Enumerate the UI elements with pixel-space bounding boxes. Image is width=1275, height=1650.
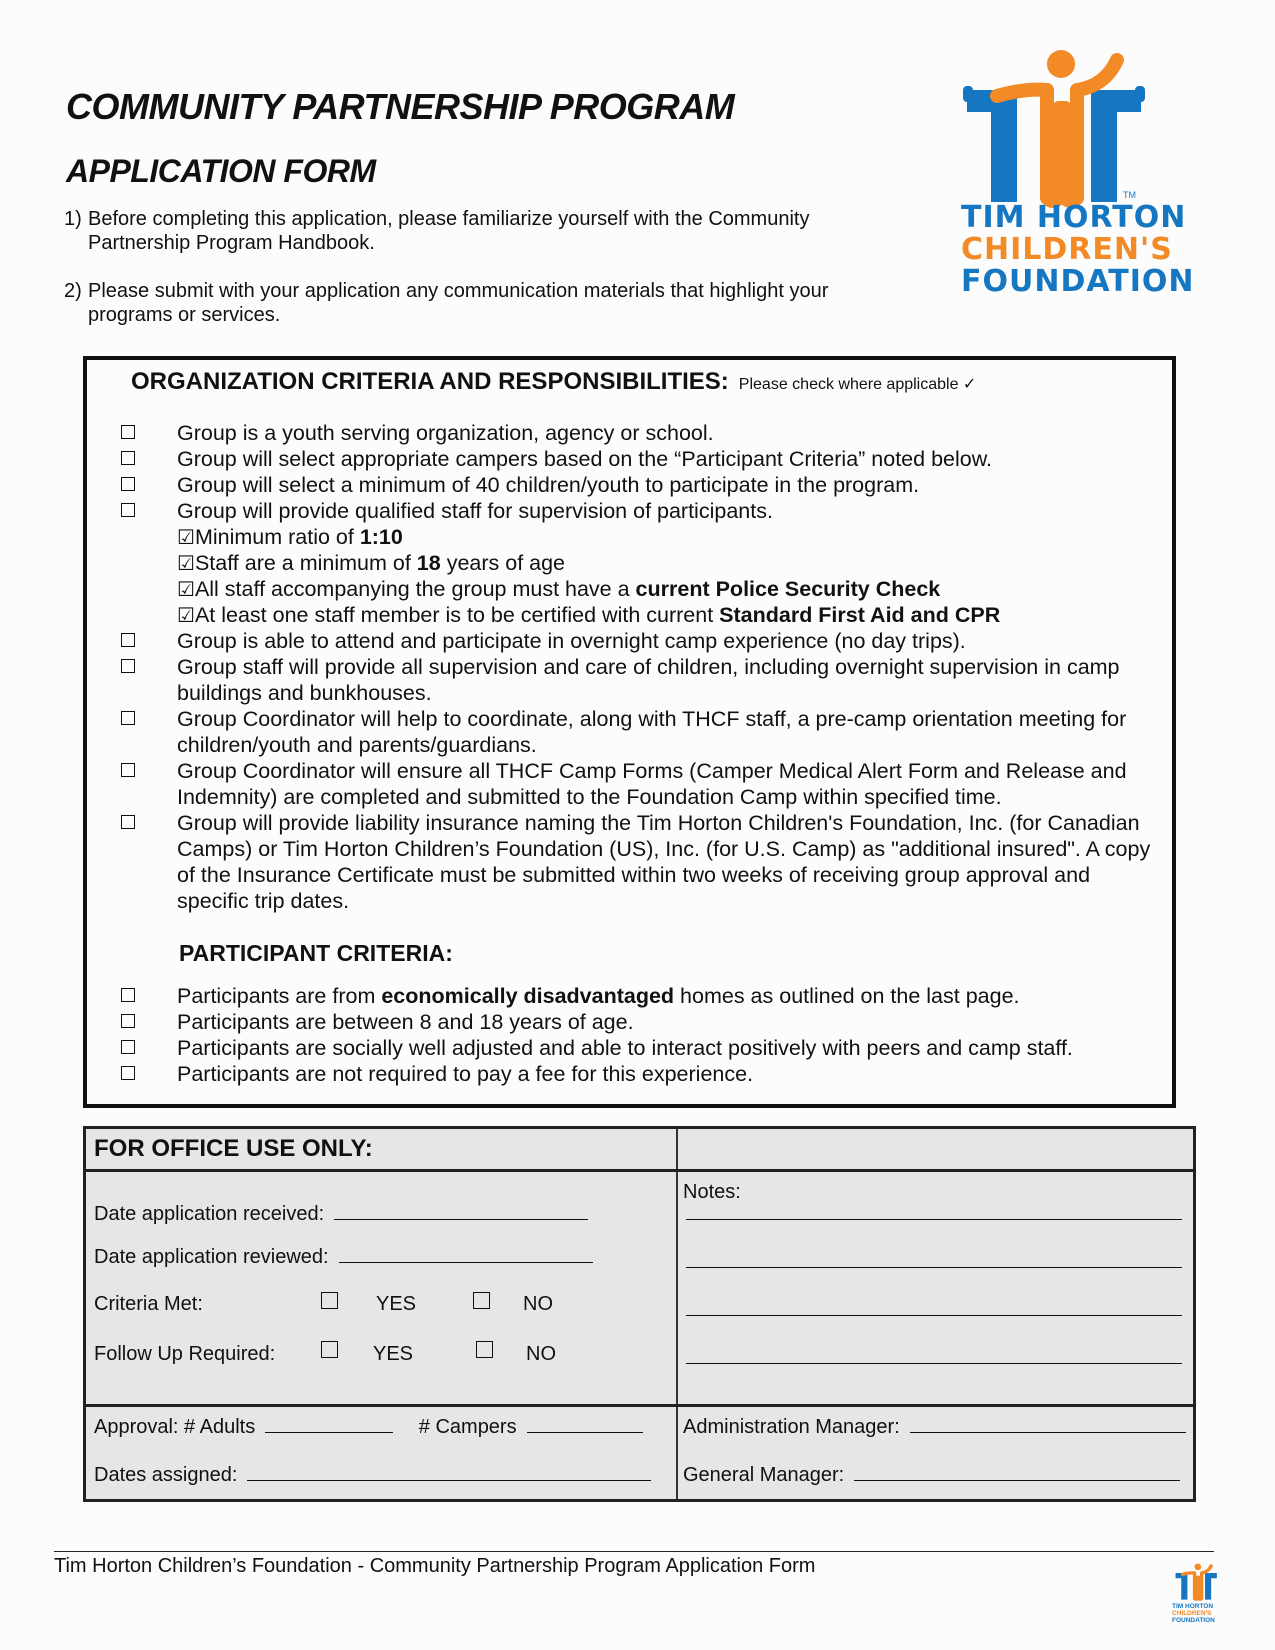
notes-label: Notes:: [683, 1181, 741, 1203]
office-use-section: FOR OFFICE USE ONLY: Date application received: Date application reviewed: Criteria Met: YES NO Follow Up Required: YES NO Notes: Approval: # Adults # Campers Dates assigned: Administration Manager: General Manager:: [83, 1126, 1196, 1502]
date-received-input[interactable]: [334, 1201, 588, 1220]
notes-line[interactable]: [686, 1315, 1182, 1316]
follow-up-yes-checkbox[interactable]: [321, 1341, 338, 1358]
checked-box-icon: ☑: [177, 579, 195, 601]
footer-logo: TIM HORTON CHILDREN'S FOUNDATION: [1170, 1563, 1230, 1625]
approval-field: Approval: # Adults # Campers: [94, 1414, 643, 1439]
criteria-met-no-checkbox[interactable]: [473, 1292, 490, 1309]
instruction-2: 2) Please submit with your application any communication materials that highlight your programs or services.: [64, 280, 829, 326]
general-manager-input[interactable]: [854, 1462, 1180, 1481]
office-heading: FOR OFFICE USE ONLY:: [94, 1135, 373, 1162]
divider: [86, 1404, 1193, 1407]
page-title: COMMUNITY PARTNERSHIP PROGRAM: [66, 86, 735, 127]
date-received-field: Date application received:: [94, 1201, 588, 1226]
checkbox[interactable]: [121, 1014, 135, 1028]
dates-assigned-field: Dates assigned:: [94, 1462, 651, 1487]
campers-input[interactable]: [527, 1414, 643, 1433]
thcf-figure-icon: [955, 48, 1185, 208]
checked-box-icon: ☑: [177, 553, 195, 575]
staff-requirement: ☑Staff are a minimum of 18 years of age: [177, 551, 566, 575]
follow-up-no-checkbox[interactable]: [476, 1341, 493, 1358]
criteria-met-yes-checkbox[interactable]: [321, 1292, 338, 1309]
follow-up-label: Follow Up Required:: [94, 1343, 276, 1365]
thcf-logo: TM TIM HORTON CHILDREN'S FOUNDATION: [955, 48, 1185, 313]
divider: [86, 1169, 1193, 1172]
checkbox[interactable]: [121, 451, 135, 465]
adults-input[interactable]: [265, 1414, 393, 1433]
checkbox[interactable]: [121, 503, 135, 517]
checkbox[interactable]: [121, 1040, 135, 1054]
thcf-figure-icon: [1170, 1563, 1230, 1601]
instruction-1: 1) Before completing this application, please familiarize yourself with the Community Partnership Program Handbook.: [64, 208, 810, 254]
page-subtitle: APPLICATION FORM: [66, 153, 376, 189]
staff-requirement: ☑At least one staff member is to be certified with current Standard First Aid and CPR: [177, 603, 1001, 627]
checkbox[interactable]: [121, 425, 135, 439]
footer-text: Tim Horton Children’s Foundation - Community Partnership Program Application Form: [54, 1555, 816, 1577]
svg-text:TM: TM: [1123, 190, 1136, 200]
criteria-heading: ORGANIZATION CRITERIA AND RESPONSIBILITIES: Please check where applicable ✓: [131, 368, 977, 395]
instruction-number: 1): [64, 208, 82, 230]
criteria-note: Please check where applicable ✓: [738, 376, 977, 393]
criteria-section: ORGANIZATION CRITERIA AND RESPONSIBILITIES: Please check where applicable ✓ Group is a youth serving organization, agency or school. Group will select appropriate campers based on the “Participant Criteria” noted below. Group will select a minimum of 40 children/youth to participate in the program. Group will provide qualified staff for supervision of participants. ☑Minimum ratio of 1:10 ☑Staff are a minimum of 18 years of age ☑All staff accompanying the group must have a current Police Security Check ☑At least one staff member is to be certified with current Standard First Aid and CPR Group is able to attend and participate in overnight camp experience (no day trips). Group staff will provide all supervision and care of children, including overnight supervision in camp buildings and bunkhouses. Group Coordinator will help to coordinate, along with THCF staff, a pre-camp orientation meeting for children/youth and parents/guardians. Group Coordinator will ensure all THCF Camp Forms (Camper Medical Alert Form and Release and Indemnity) are completed and submitted to the Foundation Camp within specified time. Group will provide liability insurance naming the Tim Horton Children's Foundation, Inc. (for Canadian Camps) or Tim Horton Children’s Foundation (US), Inc. (for U.S. Camp) as "additional insured". A copy of the Insurance Certificate must be submitted within two weeks of receiving group approval and specific trip dates. PARTICIPANT CRITERIA: Participants are from economically disadvantaged homes as outlined on the last page. Participants are between 8 and 18 years of age. Participants are socially well adjusted and able to interact positively with peers and camp staff. Participants are not required to pay a fee for this experience.: [83, 356, 1176, 1108]
footer-divider: [54, 1551, 1214, 1552]
checkbox[interactable]: [121, 633, 135, 647]
dates-assigned-input[interactable]: [247, 1462, 651, 1481]
date-reviewed-field: Date application reviewed:: [94, 1244, 593, 1269]
checkbox[interactable]: [121, 988, 135, 1002]
notes-line[interactable]: [686, 1363, 1182, 1364]
checkbox[interactable]: [121, 763, 135, 777]
instruction-number: 2): [64, 280, 82, 302]
date-reviewed-input[interactable]: [339, 1244, 593, 1263]
staff-requirement: ☑Minimum ratio of 1:10: [177, 525, 403, 549]
staff-requirement: ☑All staff accompanying the group must have a current Police Security Check: [177, 577, 941, 601]
checked-box-icon: ☑: [177, 605, 195, 627]
checkbox[interactable]: [121, 1066, 135, 1080]
notes-line[interactable]: [686, 1267, 1182, 1268]
notes-line[interactable]: [686, 1219, 1182, 1220]
checkbox[interactable]: [121, 815, 135, 829]
general-manager-field: General Manager:: [683, 1462, 1180, 1487]
admin-manager-field: Administration Manager:: [683, 1414, 1186, 1439]
participant-criteria-heading: PARTICIPANT CRITERIA:: [179, 940, 453, 966]
divider: [676, 1129, 678, 1499]
checkbox[interactable]: [121, 659, 135, 673]
checkbox[interactable]: [121, 477, 135, 491]
checkbox[interactable]: [121, 711, 135, 725]
criteria-met-label: Criteria Met:: [94, 1293, 203, 1315]
admin-manager-input[interactable]: [910, 1414, 1186, 1433]
checked-box-icon: ☑: [177, 527, 195, 549]
